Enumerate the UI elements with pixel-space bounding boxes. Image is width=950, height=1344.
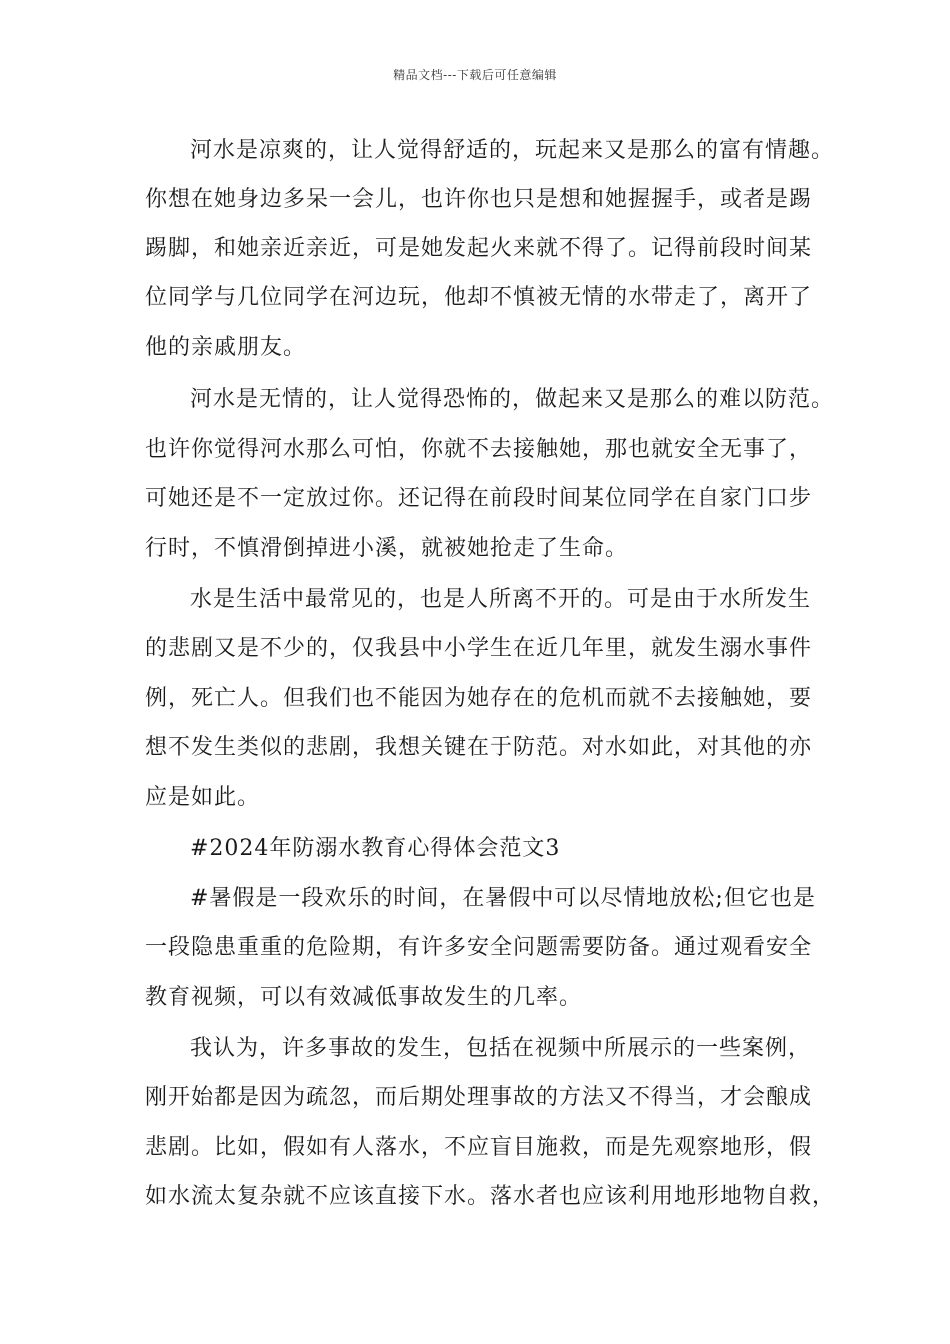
paragraph-line: 如水流太复杂就不应该直接下水。落水者也应该利用地形地物自救，: [145, 1184, 836, 1209]
paragraph-line: 踢脚，和她亲近亲近，可是她发起火来就不得了。记得前段时间某: [145, 236, 813, 261]
paragraph-line: 河水是凉爽的，让人觉得舒适的，玩起来又是那么的富有情趣。: [190, 138, 835, 163]
paragraph-line: 行时，不慎滑倒掉进小溪，就被她抢走了生命。: [145, 536, 629, 561]
paragraph-line: 例，死亡人。但我们也不能因为她存在的危机而就不去接触她，要: [145, 686, 813, 711]
paragraph-line: 也许你觉得河水那么可怕，你就不去接触她，那也就安全无事了，: [145, 437, 813, 462]
paragraph-line: 水是生活中最常见的，也是人所离不开的。可是由于水所发生: [190, 587, 812, 612]
paragraph-line: 的悲剧又是不少的，仅我县中小学生在近几年里，就发生溺水事件: [145, 636, 813, 661]
paragraph-line: 悲剧。比如，假如有人落水，不应盲目施救，而是先观察地形，假: [145, 1135, 813, 1160]
paragraph-line: 我认为，许多事故的发生，包括在视频中所展示的一些案例，: [190, 1036, 812, 1061]
paragraph-line: 你想在她身边多呆一会儿，也许你也只是想和她握握手，或者是踢: [145, 187, 813, 212]
page-header: 精品文档---下载后可任意编辑: [393, 68, 557, 82]
paragraph-line: #暑假是一段欢乐的时间，在暑假中可以尽情地放松;但它也是: [190, 886, 816, 911]
paragraph-line: 教育视频，可以有效减低事故发生的几率。: [145, 985, 583, 1010]
paragraph-line: 位同学与几位同学在河边玩，他却不慎被无情的水带走了，离开了: [145, 285, 813, 310]
paragraph-line: 一段隐患重重的危险期，有许多安全问题需要防备。通过观看安全: [145, 935, 813, 960]
paragraph-line: 想不发生类似的悲剧，我想关键在于防范。对水如此，对其他的亦: [145, 735, 813, 760]
paragraph-line: 刚开始都是因为疏忽，而后期处理事故的方法又不得当，才会酿成: [145, 1085, 813, 1110]
section-heading: #2024年防溺水教育心得体会范文3: [190, 836, 561, 861]
paragraph-line: 应是如此。: [145, 785, 261, 810]
paragraph-line: 河水是无情的，让人觉得恐怖的，做起来又是那么的难以防范。: [190, 387, 835, 412]
paragraph-line: 他的亲戚朋友。: [145, 335, 307, 360]
paragraph-line: 可她还是不一定放过你。还记得在前段时间某位同学在自家门口步: [145, 486, 813, 511]
